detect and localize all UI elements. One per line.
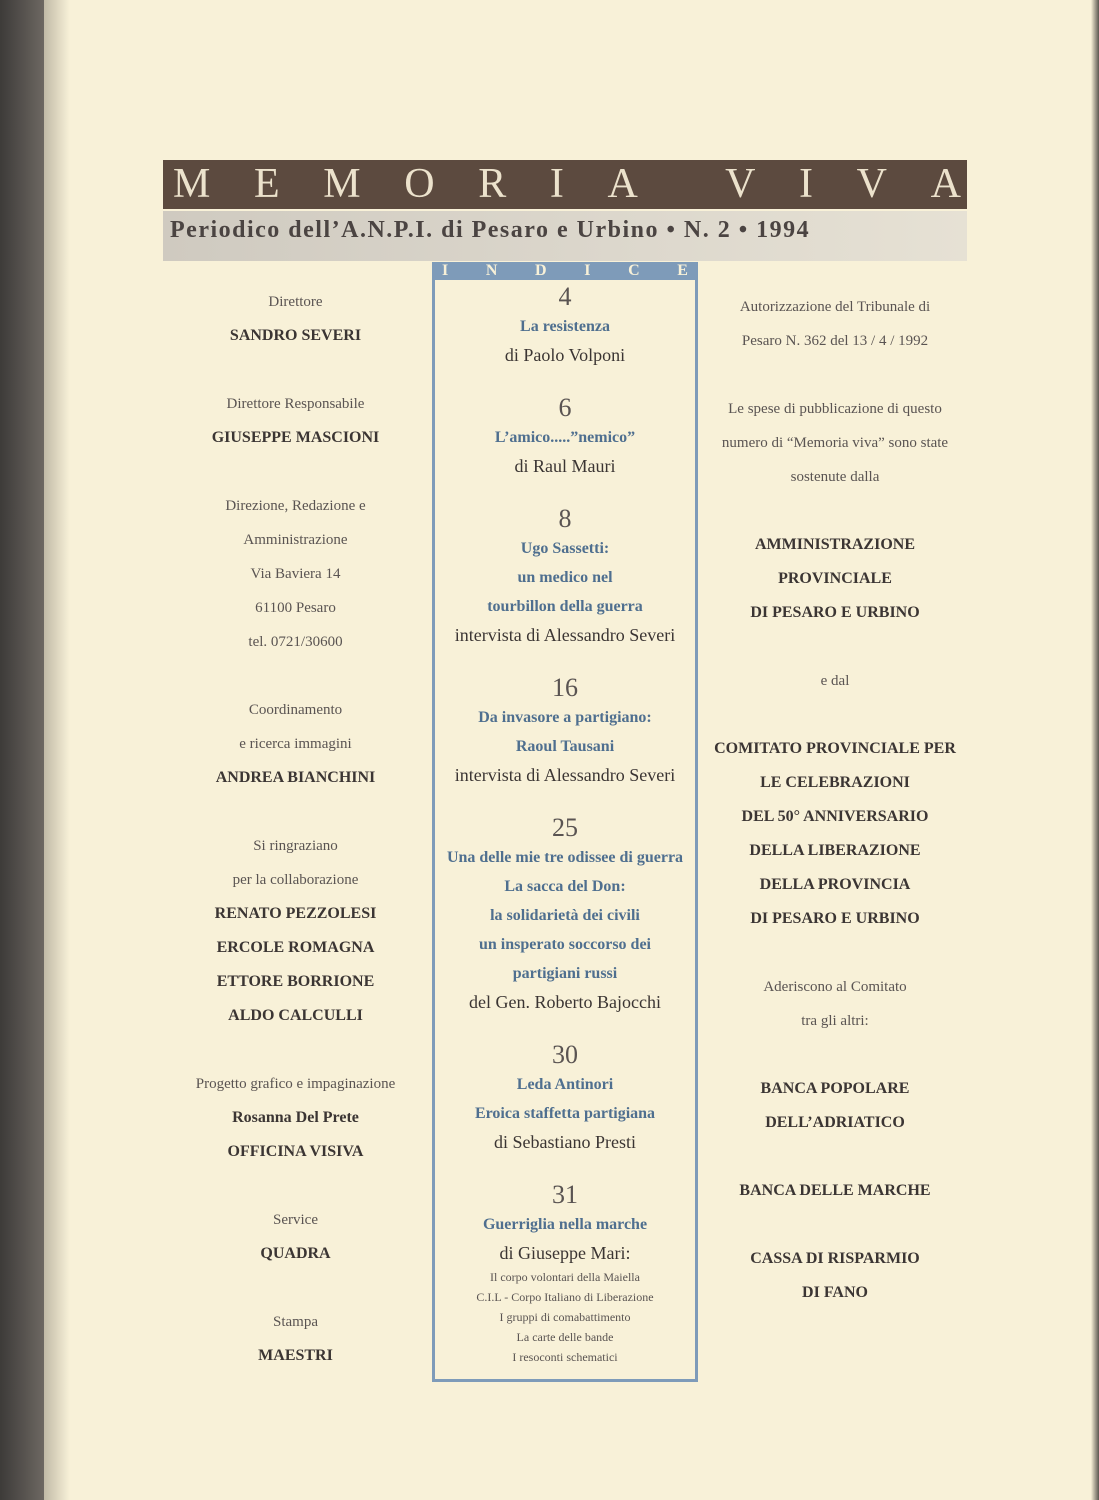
- masthead-letter: I: [549, 161, 564, 207]
- committee-line: DELLA PROVINCIA: [759, 876, 911, 893]
- index-entry[interactable]: [432, 1180, 698, 1367]
- entry-page: 31: [552, 1180, 578, 1209]
- gutter-shadow: [44, 0, 70, 1500]
- entry-title: Una delle mie tre odissee di guerra: [446, 849, 684, 866]
- index-entry[interactable]: [432, 673, 698, 789]
- address-line: Direzione, Redazione e: [225, 498, 366, 514]
- committee-line: DELLA LIBERAZIONE: [749, 842, 921, 859]
- credit-value: ANDREA BIANCHINI: [215, 769, 376, 786]
- entry-subtopic: La carte delle bande: [516, 1330, 614, 1344]
- committee-line: LE CELEBRAZIONI: [760, 774, 910, 791]
- entry-title: tourbillon della guerra: [487, 598, 643, 615]
- authorization-line: Autorizzazione del Tribunale di: [739, 299, 931, 315]
- index-entry[interactable]: [432, 504, 698, 649]
- masthead-letter: V: [725, 161, 756, 207]
- entry-title: Ugo Sassetti:: [520, 540, 610, 557]
- masthead-letter: M: [173, 161, 211, 207]
- index-letter: N: [485, 262, 498, 279]
- authorization-line: Pesaro N. 362 del 13 / 4 / 1992: [741, 333, 929, 349]
- entry-title: la solidarietà dei civili: [490, 907, 640, 924]
- entry-title: La resistenza: [520, 318, 610, 335]
- subtitle: Periodico dell’A.N.P.I. di Pesaro e Urbino • N. 2 • 1994: [170, 217, 811, 243]
- page-edge: [1091, 0, 1099, 1500]
- entry-page: 8: [558, 504, 572, 533]
- entry-page: 16: [552, 673, 578, 702]
- credit-value: SANDRO SEVERI: [229, 327, 362, 344]
- entry-author: intervista di Alessandro Severi: [454, 765, 676, 785]
- entry-author: del Gen. Roberto Bajocchi: [469, 992, 661, 1012]
- entry-subtopic: C.I.L - Corpo Italiano di Liberazione: [476, 1290, 654, 1304]
- entry-title: un insperato soccorso dei: [479, 936, 651, 953]
- index-letter: I: [584, 262, 591, 279]
- entry-author: di Giuseppe Mari:: [499, 1243, 631, 1263]
- credit-value: MAESTRI: [258, 1347, 333, 1364]
- publication-info-column: [700, 290, 970, 1310]
- entry-page: 4: [558, 282, 572, 311]
- committee-line: COMITATO PROVINCIALE PER: [714, 740, 956, 757]
- masthead-letter: A: [607, 161, 638, 207]
- address-line: 61100 Pesaro: [255, 600, 336, 616]
- bank-name: BANCA DELLE MARCHE: [739, 1182, 931, 1199]
- credit-label: Direttore: [268, 294, 323, 310]
- connector-text: e dal: [820, 673, 850, 689]
- address-line: tel. 0721/30600: [248, 634, 343, 650]
- index-letter: E: [677, 262, 688, 279]
- credit-value: ETTORE BORRIONE: [216, 973, 375, 990]
- entry-title: Da invasore a partigiano:: [478, 709, 652, 726]
- entry-subtopic: I gruppi di comabattimento: [499, 1310, 631, 1324]
- credit-label: per la collaborazione: [232, 872, 359, 888]
- credit-value: Rosanna Del Prete: [232, 1109, 359, 1126]
- credit-value: OFFICINA VISIVA: [227, 1143, 364, 1160]
- index-list: [432, 282, 698, 1391]
- credit-label: Coordinamento: [248, 702, 343, 718]
- credit-label: Stampa: [273, 1314, 318, 1330]
- adhere-line: Aderiscono al Comitato: [763, 979, 907, 995]
- credit-value: QUADRA: [260, 1245, 331, 1262]
- expenses-line: sostenute dalla: [790, 469, 880, 485]
- index-letter: I: [442, 262, 449, 279]
- bank-name: BANCA POPOLARE: [760, 1080, 910, 1097]
- masthead-letter: R: [478, 161, 507, 207]
- index-letter: C: [628, 262, 640, 279]
- index-entry[interactable]: [432, 393, 698, 480]
- masthead-title: [163, 160, 967, 209]
- entry-subtopic: Il corpo volontari della Maiella: [490, 1270, 640, 1284]
- entry-title: Leda Antinori: [516, 1076, 614, 1093]
- index-letter: D: [535, 262, 547, 279]
- sponsor-line: AMMINISTRAZIONE: [754, 536, 915, 553]
- index-entry[interactable]: [432, 813, 698, 1016]
- credit-value: RENATO PEZZOLESI: [214, 905, 377, 922]
- index-entry[interactable]: [432, 282, 698, 369]
- masthead-letter: M: [323, 161, 361, 207]
- entry-title: Guerriglia nella marche: [482, 1216, 648, 1233]
- adhere-line: tra gli altri:: [801, 1013, 869, 1029]
- credit-value: ERCOLE ROMAGNA: [216, 939, 375, 956]
- entry-title: Raoul Tausani: [515, 738, 615, 755]
- entry-page: 6: [558, 393, 572, 422]
- entry-page: 30: [552, 1040, 578, 1069]
- entry-subtopic: I resoconti schematici: [512, 1350, 618, 1364]
- credit-value: ALDO CALCULLI: [228, 1007, 363, 1024]
- entry-title: partigiani russi: [512, 965, 618, 982]
- expenses-line: numero di “Memoria viva” sono state: [721, 435, 949, 451]
- bank-name: DI FANO: [802, 1284, 868, 1301]
- entry-title: L’amico.....”nemico”: [494, 429, 636, 446]
- index-entry[interactable]: [432, 1040, 698, 1156]
- masthead-letter: O: [404, 161, 435, 207]
- credit-label: Si ringraziano: [253, 838, 338, 854]
- entry-title: un medico nel: [517, 569, 613, 586]
- sponsor-line: DI PESARO E URBINO: [750, 604, 920, 621]
- entry-page: 25: [552, 813, 578, 842]
- masthead-letter: I: [799, 161, 814, 207]
- bank-name: CASSA DI RISPARMIO: [750, 1250, 920, 1267]
- entry-author: intervista di Alessandro Severi: [454, 625, 676, 645]
- entry-title: La sacca del Don:: [504, 878, 626, 895]
- magazine-spine: [0, 0, 44, 1500]
- address-line: Via Baviera 14: [250, 566, 341, 582]
- committee-line: DI PESARO E URBINO: [750, 910, 920, 927]
- index-heading: [432, 262, 698, 280]
- masthead-letter: A: [930, 161, 961, 207]
- credit-label: Progetto grafico e impaginazione: [195, 1076, 396, 1092]
- entry-author: di Sebastiano Presti: [494, 1132, 636, 1152]
- masthead-letter: V: [856, 161, 888, 207]
- entry-author: di Raul Mauri: [514, 456, 616, 476]
- entry-author: di Paolo Volponi: [504, 345, 626, 365]
- expenses-line: Le spese di pubblicazione di questo: [728, 401, 942, 417]
- entry-title: Eroica staffetta partigiana: [474, 1105, 656, 1122]
- sponsor-line: PROVINCIALE: [778, 570, 892, 587]
- credit-label: e ricerca immagini: [239, 736, 352, 752]
- bank-name: DELL’ADRIATICO: [765, 1114, 905, 1131]
- address-line: Amministrazione: [243, 532, 348, 548]
- credits-column: [163, 285, 428, 1373]
- masthead-letter: E: [253, 161, 280, 207]
- credit-label: Direttore Responsabile: [226, 396, 365, 412]
- credit-value: GIUSEPPE MASCIONI: [211, 429, 380, 446]
- credit-label: Service: [273, 1212, 318, 1228]
- committee-line: DEL 50° ANNIVERSARIO: [741, 808, 929, 825]
